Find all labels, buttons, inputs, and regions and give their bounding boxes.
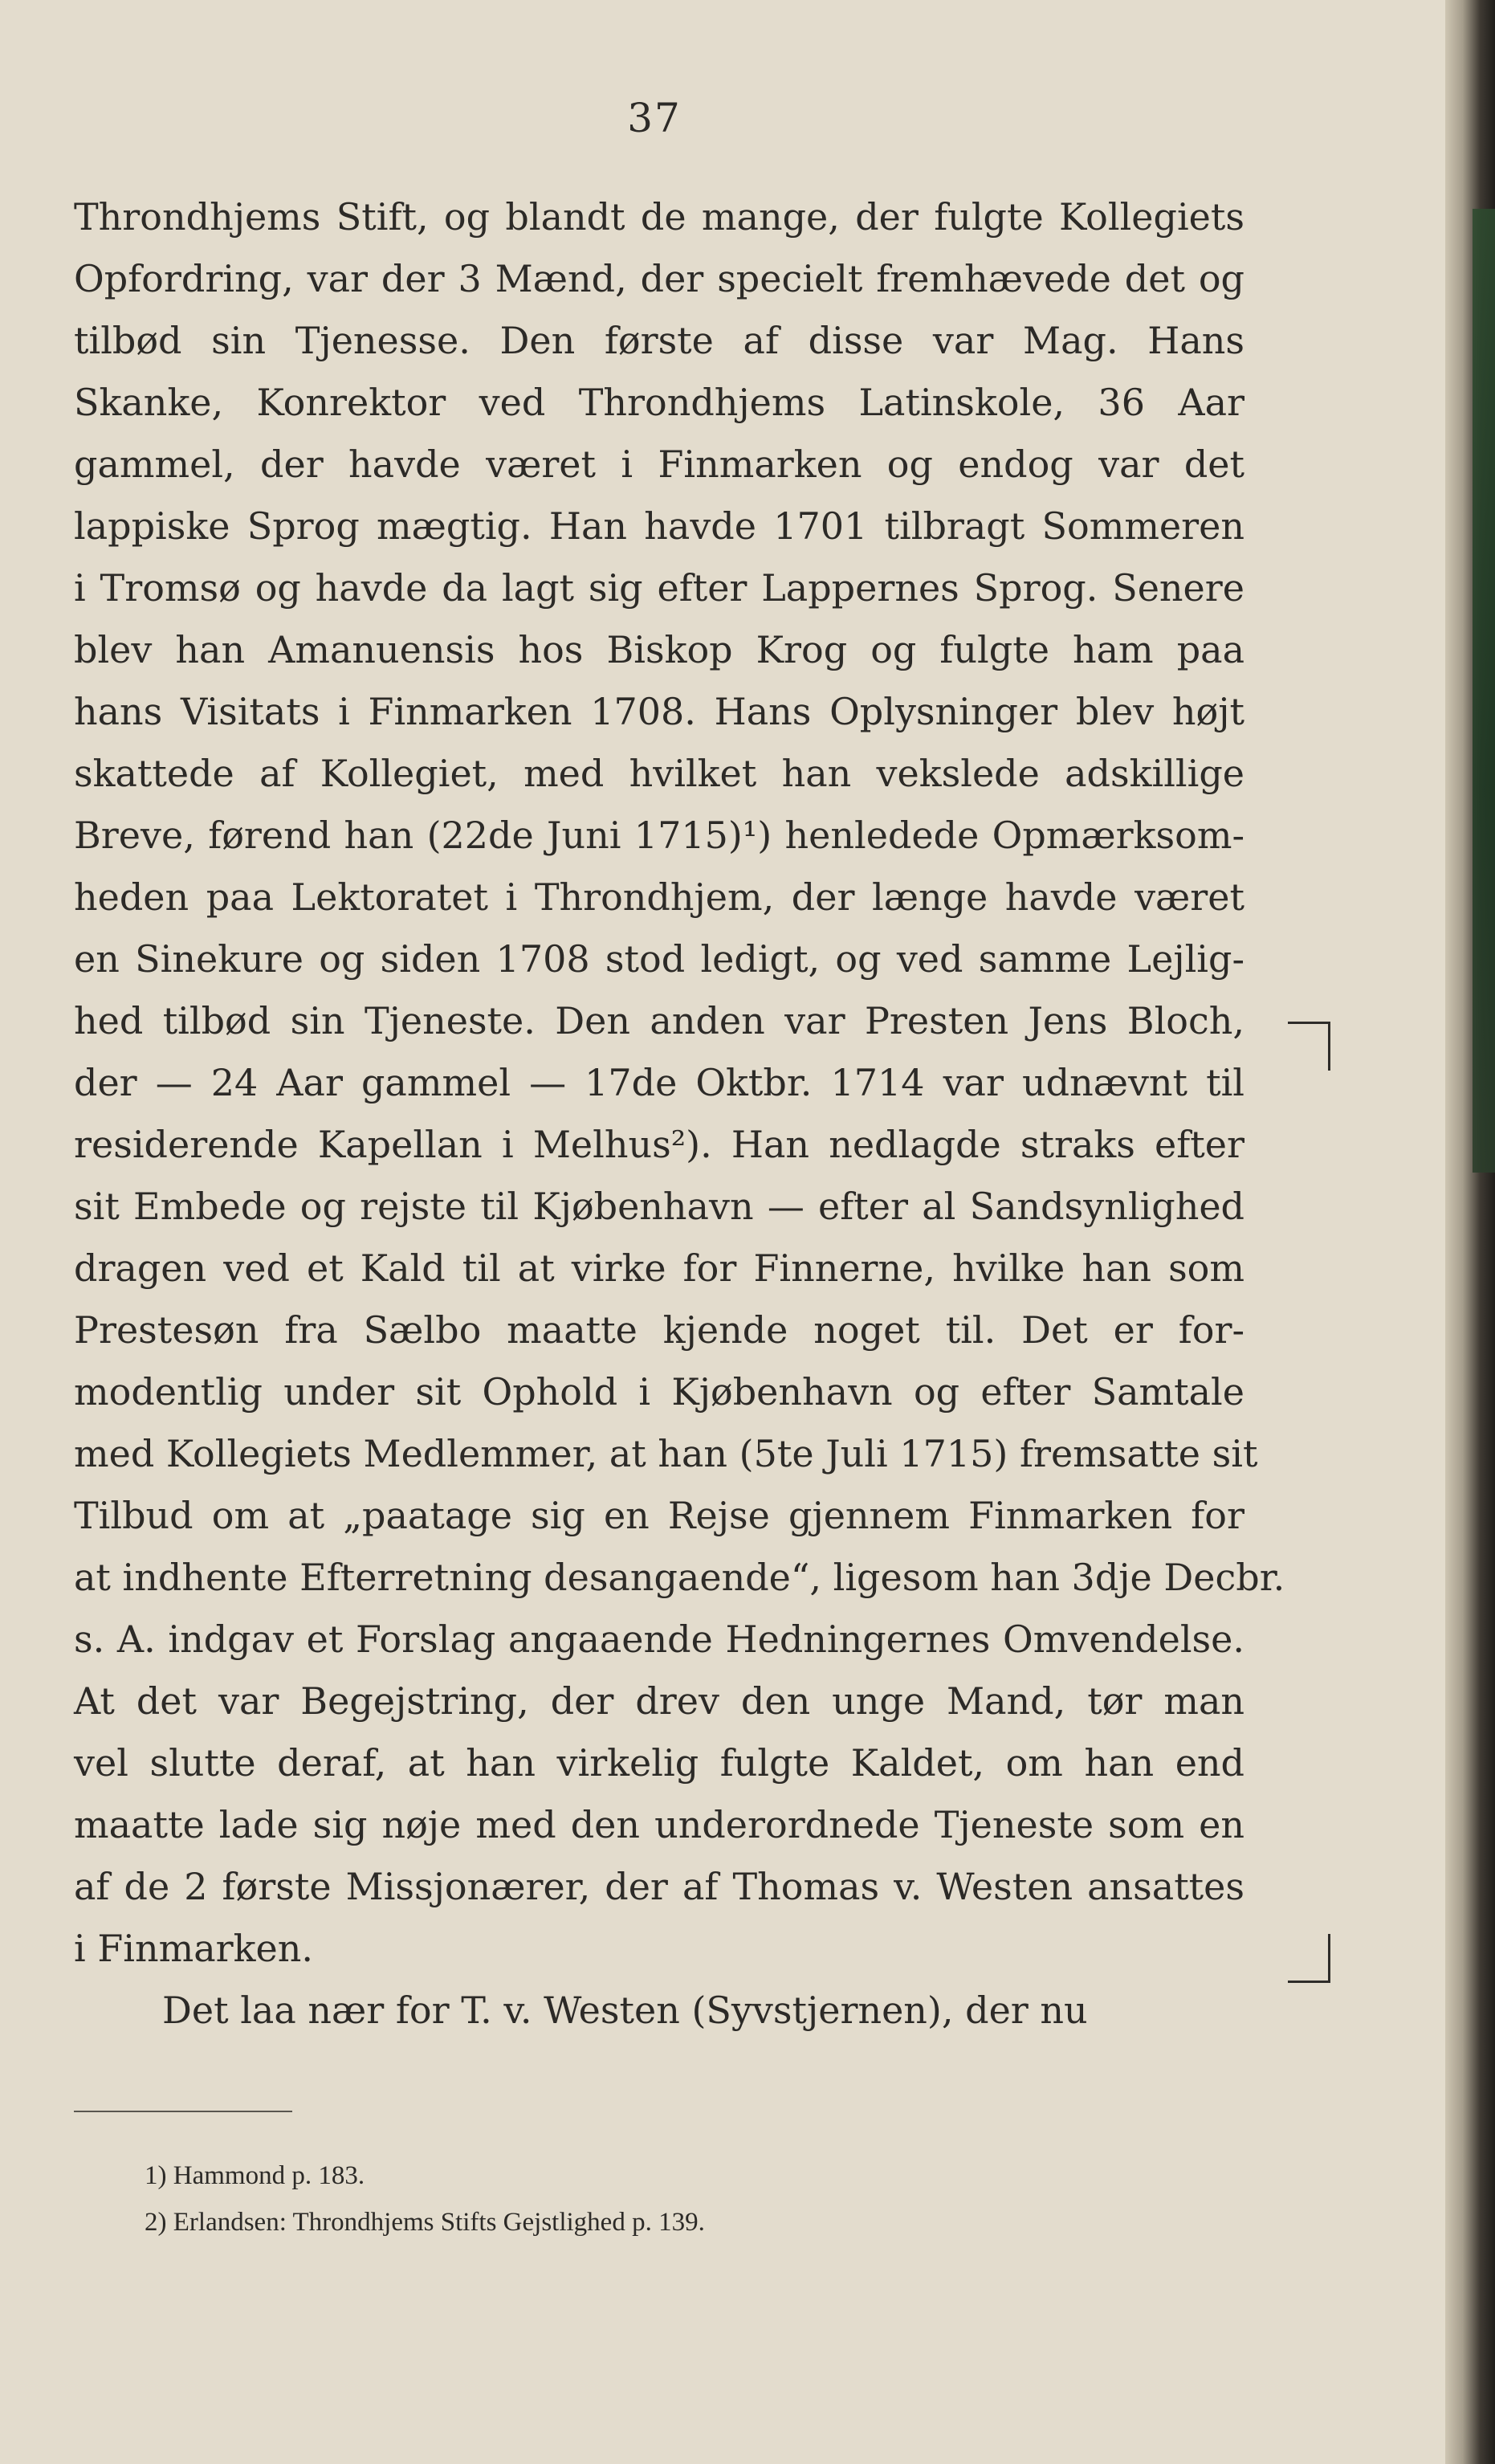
text-line: At det var Begejstring, der drev den unge Mand, tør man xyxy=(74,1679,1244,1723)
text-line: vel slutte deraf, at han virkelig fulgte Kaldet, om han end xyxy=(74,1741,1244,1785)
text-line: Prestesøn fra Sælbo maatte kjende noget til. Det er for- xyxy=(74,1308,1244,1352)
footnote-text: Erlandsen: Throndhjems Stifts Gejstlighed p. 139. xyxy=(173,2208,705,2237)
text-line: gammel, der havde været i Finmarken og endog var det xyxy=(74,443,1244,486)
text-line: modentlig under sit Ophold i Kjøbenhavn og efter Samtale xyxy=(74,1370,1244,1414)
text-line: Skanke, Konrektor ved Throndhjems Latinskole, 36 Aar xyxy=(74,381,1244,424)
text-line: blev han Amanuensis hos Biskop Krog og fulgte ham paa xyxy=(74,628,1244,671)
margin-bracket-end xyxy=(1288,1934,1330,1983)
book-spine-edge xyxy=(1445,0,1495,2464)
text-line: i Finmarken. xyxy=(74,1927,313,1970)
text-line: af de 2 første Missjonærer, der af Thomas v. Westen ansattes xyxy=(74,1865,1244,1908)
text-line: Breve, førend han (22de Juni 1715)¹) henledede Opmærksom- xyxy=(74,814,1244,857)
text-line: der — 24 Aar gammel — 17de Oktbr. 1714 var udnævnt til xyxy=(74,1061,1244,1104)
text-line: Opfordring, var der 3 Mænd, der specielt fremhævede det og xyxy=(74,257,1244,300)
body-text xyxy=(74,186,1285,2042)
footnote-marker: 1) xyxy=(145,2161,167,2190)
footnote-divider xyxy=(74,2111,292,2112)
text-line: residerende Kapellan i Melhus²). Han nedlagde straks efter xyxy=(74,1123,1244,1166)
text-line: Tilbud om at „paatage sig en Rejse gjennem Finmarken for xyxy=(74,1494,1244,1537)
text-line: maatte lade sig nøje med den underordnede Tjeneste som en xyxy=(74,1803,1244,1846)
binding-strip xyxy=(1473,209,1495,1173)
text-line: skattede af Kollegiet, med hvilket han vekslede adskillige xyxy=(74,752,1244,795)
footnote-marker: 2) xyxy=(145,2208,167,2237)
text-line: dragen ved et Kald til at virke for Finnerne, hvilke han som xyxy=(74,1246,1244,1290)
footnote xyxy=(145,2152,1188,2199)
text-line: Det laa nær for T. v. Westen (Syvstjernen), der nu xyxy=(162,1989,1088,2032)
page-number: 37 xyxy=(627,95,682,141)
footnote xyxy=(145,2199,1188,2246)
footnote-text: Hammond p. 183. xyxy=(173,2161,365,2190)
text-line: sit Embede og rejste til Kjøbenhavn — efter al Sandsynlighed xyxy=(74,1185,1244,1228)
text-line: i Tromsø og havde da lagt sig efter Lappernes Sprog. Senere xyxy=(74,566,1244,610)
text-line: hans Visitats i Finmarken 1708. Hans Oplysninger blev højt xyxy=(74,690,1244,733)
text-line: heden paa Lektoratet i Throndhjem, der længe havde været xyxy=(74,875,1244,919)
text-line: en Sinekure og siden 1708 stod ledigt, og ved samme Lejlig- xyxy=(74,937,1244,981)
text-line: hed tilbød sin Tjeneste. Den anden var Presten Jens Bloch, xyxy=(74,999,1244,1042)
text-line: med Kollegiets Medlemmer, at han (5te Juli 1715) fremsatte sit xyxy=(74,1432,1258,1475)
text-line: tilbød sin Tjenesse. Den første af disse var Mag. Hans xyxy=(74,319,1244,362)
text-line: Throndhjems Stift, og blandt de mange, der fulgte Kollegiets xyxy=(74,195,1244,239)
footnotes xyxy=(145,2152,1188,2246)
text-line: lappiske Sprog mægtig. Han havde 1701 tilbragt Sommeren xyxy=(74,504,1244,548)
margin-bracket-start xyxy=(1288,1022,1330,1071)
text-line: at indhente Efterretning desangaende“, ligesom han 3dje Decbr. xyxy=(74,1556,1285,1599)
text-line: s. A. indgav et Forslag angaaende Hedningernes Omvendelse. xyxy=(74,1618,1244,1661)
